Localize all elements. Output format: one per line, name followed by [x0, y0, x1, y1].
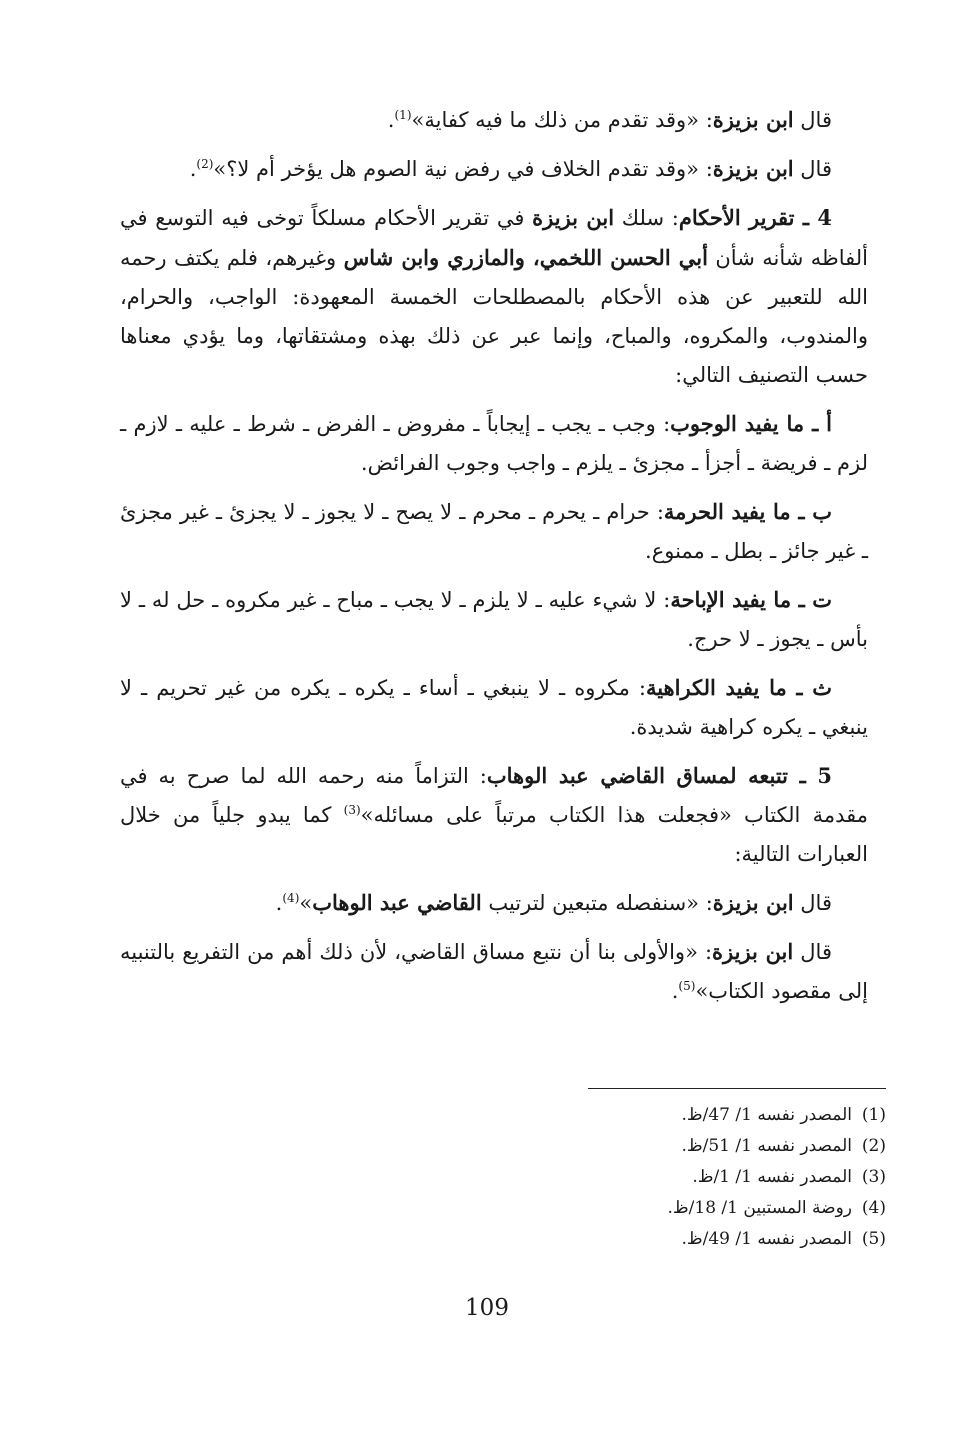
footnote-number: (5)	[861, 1229, 886, 1249]
text-run: قال	[793, 108, 832, 132]
footnote	[286, 1131, 886, 1162]
bold-text: ابن بزيزة	[712, 890, 794, 915]
paragraph	[120, 580, 868, 659]
text-run: .	[671, 979, 679, 1003]
text-run: : «سنفصله متبعين لترتيب	[481, 891, 713, 915]
text-run: : سلك	[614, 206, 679, 230]
text-run: : «والأولى بنا أن نتبع مساق القاضي، لأن ذلك أهم من التفريع بالتنبيه إلى مقصود الكتاب»	[120, 940, 868, 1003]
text-run: : وجب ـ يجب ـ إيجاباً ـ مفروض ـ الفرض ـ شرط ـ عليه ـ لازم ـ لزم ـ فريضة ـ أجزأ ـ مجزئ ـ يلزم ـ واجب وجوب الفرائض.	[120, 412, 868, 475]
footnote	[286, 1224, 886, 1255]
footnote-ref: (4)	[282, 891, 300, 905]
bold-text: ت ـ ما يفيد الإباحة	[670, 587, 832, 612]
footnote-text: روضة المستبين 1/ 18/ظ.	[667, 1198, 852, 1218]
text-run: قال	[793, 157, 832, 181]
paragraph	[120, 883, 868, 923]
bold-text: ابن بزيزة	[712, 156, 794, 181]
paragraph	[120, 932, 868, 1011]
text-run: .	[189, 157, 197, 181]
bold-text: 4 ـ تقرير الأحكام	[678, 205, 833, 230]
footnote-text: المصدر نفسه 1/ 51/ظ.	[681, 1136, 852, 1156]
footnote-text: المصدر نفسه 1/ 49/ظ.	[681, 1229, 852, 1249]
paragraph	[120, 149, 868, 189]
main-text	[120, 100, 868, 1020]
text-run: .	[387, 108, 395, 132]
text-run: : «وقد تقدم من ذلك ما فيه كفاية»	[411, 108, 713, 132]
footnote-ref: (3)	[343, 803, 361, 817]
paragraph	[120, 756, 868, 874]
paragraph	[120, 404, 868, 483]
footnote-number: (3)	[861, 1167, 886, 1187]
paragraph	[120, 492, 868, 571]
bold-text: ابن بزيزة	[712, 107, 794, 132]
footnote-number: (2)	[861, 1136, 886, 1156]
page-number: 109	[465, 1295, 509, 1321]
text-run: : التزاماً منه رحمه الله لما صرح به في مقدمة الكتاب «فجعلت هذا الكتاب مرتباً على مسائله»	[120, 764, 869, 827]
text-run: .	[275, 891, 283, 915]
footnote	[286, 1100, 886, 1131]
text-run: : حرام ـ يحرم ـ محرم ـ لا يصح ـ لا يجوز ـ لا يجزئ ـ غير مجزئ ـ غير جائز ـ بطل ـ ممنوع.	[120, 500, 868, 563]
text-run: كما يبدو جلياً من خلال العبارات التالية:	[120, 803, 868, 866]
bold-text: 5 ـ تتبعه لمساق القاضي عبد الوهاب	[486, 763, 833, 788]
footnote-ref: (5)	[678, 979, 696, 993]
footnote-text: المصدر نفسه 1/ 1/ظ.	[692, 1167, 852, 1187]
text-run: : «وقد تقدم الخلاف في رفض نية الصوم هل يؤخر أم لا؟»	[213, 157, 713, 181]
bold-text: ابن بزيزة	[712, 939, 794, 964]
text-run: قال	[793, 891, 832, 915]
footnote-separator	[588, 1088, 886, 1089]
paragraph	[120, 100, 868, 140]
bold-text: أ ـ ما يفيد الوجوب	[670, 411, 832, 436]
footnote	[286, 1193, 886, 1224]
paragraph	[120, 198, 868, 395]
text-run: قال	[793, 940, 832, 964]
bold-text: أبي الحسن اللخمي، والمازري وابن شاس	[343, 245, 708, 270]
footnotes	[286, 1100, 886, 1255]
text-run: في تقرير الأحكام مسلكاً توخى فيه التوسع في ألفاظه شأنه شأن	[120, 206, 868, 270]
footnote	[286, 1162, 886, 1193]
text-run: : لا شيء عليه ـ لا يلزم ـ لا يجب ـ مباح ـ غير مكروه ـ حل له ـ لا بأس ـ يجوز ـ لا حرج.	[120, 588, 868, 651]
bold-text: ث ـ ما يفيد الكراهية	[645, 675, 833, 700]
footnote-number: (4)	[861, 1198, 886, 1218]
text-run: »	[299, 891, 313, 915]
footnote-text: المصدر نفسه 1/ 47/ظ.	[681, 1105, 852, 1125]
text-run: : مكروه ـ لا ينبغي ـ أساء ـ يكره ـ يكره من غير تحريم ـ لا ينبغي ـ يكره كراهية شديدة.	[120, 676, 868, 739]
bold-text: ب ـ ما يفيد الحرمة	[663, 499, 832, 524]
text-run: وغيرهم، فلم يكتف رحمه الله للتعبير عن هذه الأحكام بالمصطلحات الخمسة المعهودة: الواجب، والحرام، والمندوب، والمكروه، والمباح، وإنما عبر عن ذلك بهذه ومشتقاتها، وما يؤدي معناها حسب التصنيف التالي:	[120, 246, 868, 387]
footnote-ref: (2)	[196, 157, 214, 171]
footnote-ref: (1)	[394, 108, 412, 122]
bold-text: القاضي عبد الوهاب	[312, 890, 482, 915]
paragraph	[120, 668, 868, 747]
footnote-number: (1)	[861, 1105, 886, 1125]
bold-text: ابن بزيزة	[532, 205, 615, 230]
